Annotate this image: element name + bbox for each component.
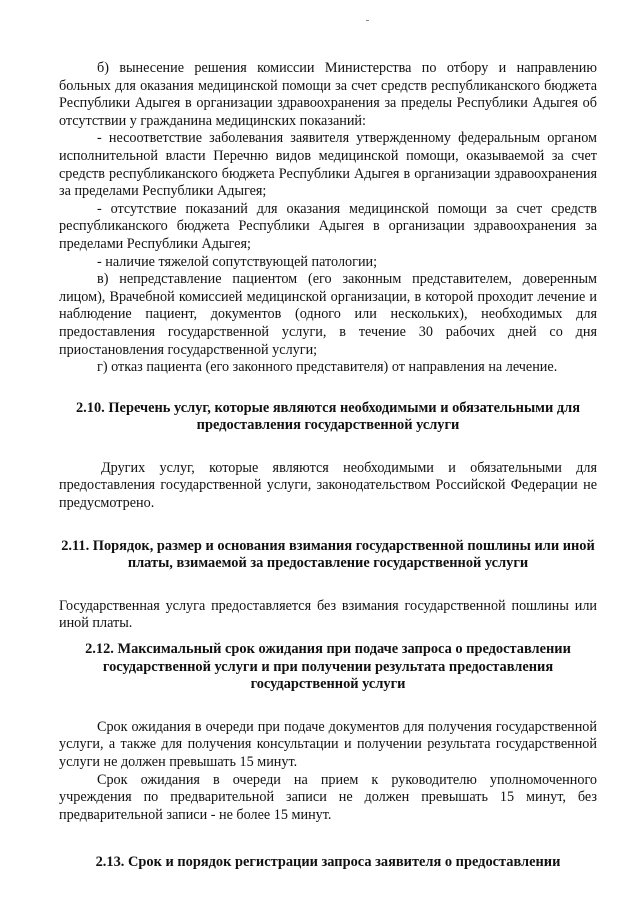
section-2-10-text: Других услуг, которые являются необходимыми и обязательными для предоставления государственной услуги, законодательством Российской Федерации не предусмотрено. <box>59 459 597 512</box>
section-2-12-title: 2.12. Максимальный срок ожидания при подаче запроса о предоставлении государственной услуги и при получении результата предоставления государственной услуги <box>85 641 571 693</box>
paragraph-bullet-3: - наличие тяжелой сопутствующей патологии; <box>97 253 378 270</box>
document-body <box>59 60 597 872</box>
section-2-11-text: Государственная услуга предоставляется без взимания государственной пошлины или иной платы. <box>59 597 597 632</box>
section-2-12-text-2: Срок ожидания в очереди на прием к руководителю уполномоченного учреждения по предварительной записи не должен превышать 15 минут, без предварительной записи - не более 15 минут. <box>59 771 597 823</box>
paragraph-b: б) вынесение решения комиссии Министерства по отбору и направлению больных для оказания медицинской помощи за счет средств республиканского бюджета Республики Адыгея в организации здравоохранения за пределы Республики Адыгея об отсутствии у гражданина медицинских показаний: <box>59 60 597 129</box>
section-2-11-title: 2.11. Порядок, размер и основания взимания государственной пошлины или иной платы, взимаемой за предоставление государственной услуги <box>61 537 595 572</box>
paragraph-bullet-1: - несоответствие заболевания заявителя утвержденному федеральным органом исполнительной власти Перечню видов медицинской помощи, оказываемой за счет средств республиканского бюджета Республики Адыгея в организации здравоохранения за пределами Республики Адыгея; <box>59 130 597 200</box>
scan-speck <box>366 20 369 21</box>
section-2-10-title: 2.10. Перечень услуг, которые являются необходимыми и обязательными для предоставления государственной услуги <box>75 399 581 434</box>
paragraph-g: г) отказ пациента (его законного представителя) от направления на лечение. <box>97 359 558 376</box>
paragraph-bullet-2: - отсутствие показаний для оказания медицинской помощи за счет средств республиканского бюджета Республики Адыгея в организации здравоохранения за пределами Республики Адыгея; <box>59 200 597 252</box>
section-2-12-text-1: Срок ожидания в очереди при подаче документов для получения государственной услуги, а также для получения консультации и получении результата государственной услуги не должен превышать 15 минут. <box>59 718 597 770</box>
section-2-13-title: 2.13. Срок и порядок регистрации запроса заявителя о предоставлении <box>95 854 561 871</box>
paragraph-v: в) непредставление пациентом (его законным представителем, доверенным лицом), Врачебной комиссией медицинской организации, в которой проходит лечение и наблюдение пациент, документов (одного или нескольких), необходимых для предоставления государственной услуги, в течение 30 рабочих дней со дня приостановления государственной услуги; <box>59 271 597 358</box>
